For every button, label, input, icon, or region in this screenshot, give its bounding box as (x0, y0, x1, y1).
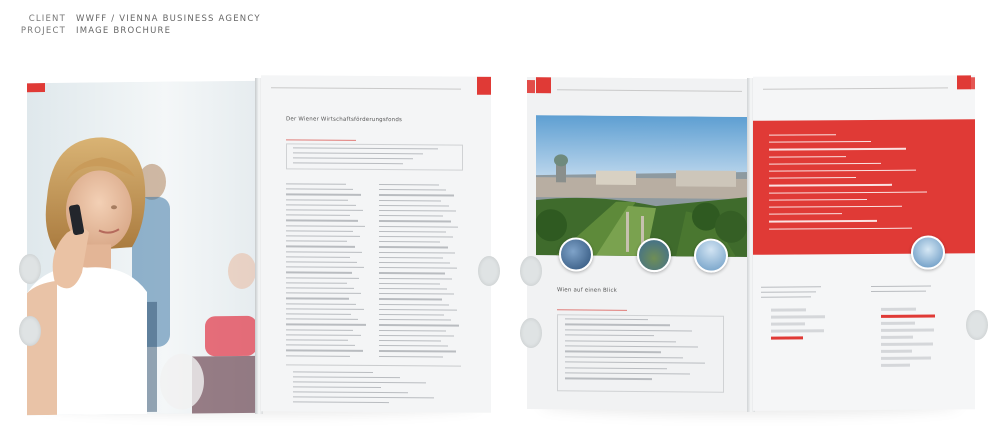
text-line (769, 213, 842, 215)
text-line (769, 184, 892, 186)
text-line (761, 291, 816, 293)
text-line (565, 378, 652, 380)
chart-bar (771, 329, 824, 332)
thumb-cut (520, 256, 542, 286)
city-list (565, 318, 715, 389)
text-line (565, 351, 661, 353)
chart-bar (881, 308, 916, 311)
chart-bar (881, 343, 933, 346)
text-line (769, 163, 881, 165)
chart-bar (881, 357, 931, 360)
client-value: WWFF / VIENNA BUSINESS AGENCY (76, 14, 261, 24)
text-line (769, 191, 927, 193)
photo-circle (559, 237, 593, 271)
text-line (565, 345, 698, 347)
thumb-cut (966, 310, 988, 340)
text-line (565, 318, 648, 320)
photo-circle (694, 238, 728, 272)
chart-bar (881, 336, 913, 339)
text-line (565, 372, 690, 374)
chart-bar (771, 322, 805, 325)
running-header-rule (557, 89, 742, 92)
chart-bar (771, 308, 806, 311)
bar-chart-right (871, 307, 966, 378)
text-line (557, 309, 627, 311)
text-line (565, 329, 692, 331)
text-line (769, 141, 871, 143)
text-line (761, 286, 821, 288)
project-label: PROJECT (20, 26, 66, 36)
bar-chart-left (761, 308, 856, 379)
text-line (871, 286, 931, 288)
text-line (769, 156, 846, 158)
text-line (565, 356, 683, 358)
chart-bar (771, 336, 803, 339)
photo-circle (637, 238, 671, 272)
chart-bar (881, 350, 912, 353)
page-number-tab (957, 75, 971, 89)
text-line (769, 227, 912, 229)
vienna-aerial-photo (536, 115, 749, 257)
text-line (769, 220, 877, 222)
key-facts-lines (769, 133, 959, 244)
page-number-tab (527, 80, 535, 93)
chart-bar (881, 329, 934, 332)
text-line (769, 148, 906, 150)
photo-circle (911, 235, 945, 269)
chart-bar (881, 322, 915, 325)
page-number-tab (536, 77, 551, 93)
page-number-tab (970, 77, 975, 89)
text-line (565, 367, 667, 369)
chart-bar (881, 364, 910, 367)
text-line (761, 296, 811, 298)
client-label: CLIENT (28, 14, 66, 24)
text-line (565, 340, 676, 342)
running-header-rule (763, 87, 948, 89)
text-line (565, 324, 670, 326)
text-line (769, 134, 836, 136)
chart-bar (881, 315, 935, 318)
text-line (565, 335, 654, 337)
city-page (527, 77, 749, 411)
text-line (769, 206, 902, 208)
text-line (871, 291, 926, 293)
spread-heading: Wien auf einen Blick (557, 287, 618, 294)
spread-heading: Der Wiener Wirtschaftsförderungsfonds (286, 116, 403, 124)
text-line (769, 199, 867, 201)
thumb-cut (520, 318, 542, 348)
chart-bar (771, 315, 825, 318)
text-line (769, 177, 856, 179)
project-value: IMAGE BROCHURE (76, 26, 172, 36)
text-line (565, 362, 705, 364)
facts-page (753, 75, 975, 411)
text-line (769, 170, 916, 172)
